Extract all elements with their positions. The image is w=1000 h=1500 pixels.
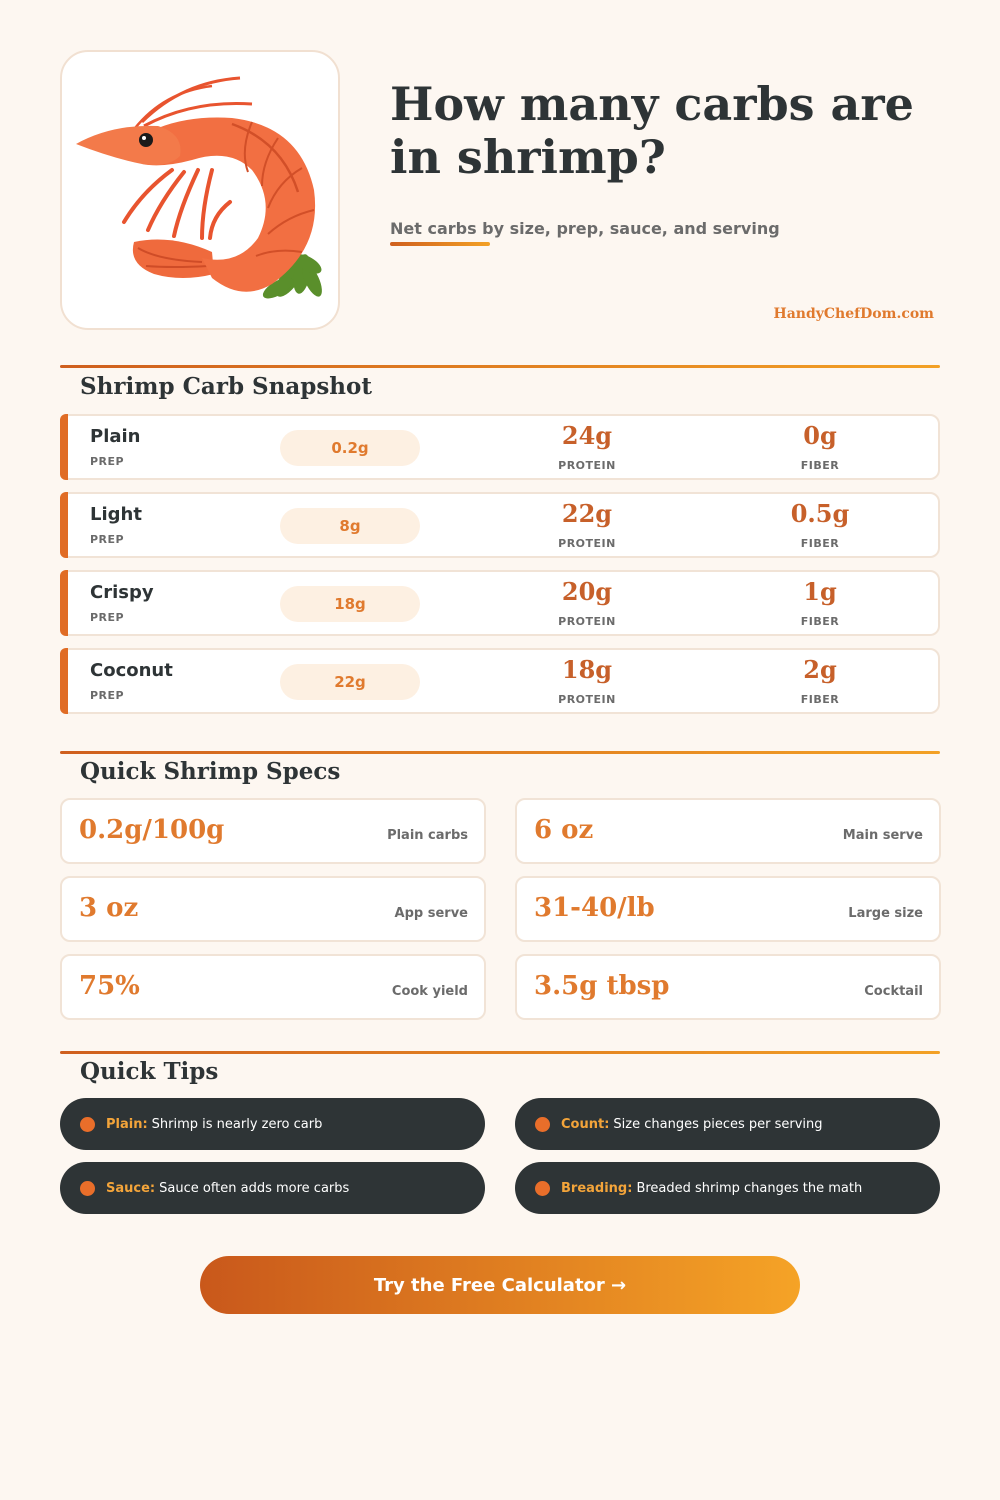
carbs-pill: 18g bbox=[280, 586, 420, 622]
protein-label: PROTEIN bbox=[558, 615, 616, 628]
fiber-label: FIBER bbox=[800, 693, 840, 706]
bullet-dot-icon bbox=[535, 1117, 550, 1132]
fiber-label: FIBER bbox=[800, 615, 840, 628]
prep-label: PREP bbox=[90, 689, 125, 702]
specs-section-title: Quick Shrimp Specs bbox=[80, 758, 341, 785]
spec-value: 31-40/lb bbox=[534, 893, 655, 923]
tip-text: Sauce often adds more carbs bbox=[159, 1180, 350, 1196]
protein-label: PROTEIN bbox=[558, 459, 616, 472]
row-accent bbox=[60, 648, 68, 714]
shrimp-illustration-icon bbox=[62, 52, 340, 330]
spec-label: App serve bbox=[394, 906, 468, 921]
prep-label: PREP bbox=[90, 533, 125, 546]
spec-label: Large size bbox=[848, 906, 923, 921]
spec-value: 0.2g/100g bbox=[79, 815, 225, 845]
tip-text: Size changes pieces per serving bbox=[613, 1116, 823, 1132]
carbs-pill: 8g bbox=[280, 508, 420, 544]
bullet-dot-icon bbox=[535, 1181, 550, 1196]
tip-key: Breading: bbox=[561, 1180, 633, 1196]
protein-label: PROTEIN bbox=[558, 537, 616, 550]
tips-section-title: Quick Tips bbox=[80, 1058, 219, 1085]
site-name[interactable]: HandyChefDom.com bbox=[773, 306, 934, 322]
spec-value: 3 oz bbox=[79, 893, 139, 923]
tip-key: Count: bbox=[561, 1116, 610, 1132]
tip-key: Sauce: bbox=[106, 1180, 156, 1196]
section-divider bbox=[60, 1051, 940, 1054]
spec-card bbox=[515, 876, 941, 942]
page-subtitle: Net carbs by size, prep, sauce, and serving bbox=[390, 219, 780, 238]
spec-card bbox=[60, 876, 486, 942]
protein-value: 20g bbox=[561, 577, 613, 606]
carbs-pill: 22g bbox=[280, 664, 420, 700]
tip-item bbox=[515, 1098, 940, 1150]
spec-label: Plain carbs bbox=[387, 828, 468, 843]
protein-metric bbox=[527, 416, 647, 472]
snapshot-row-light bbox=[60, 492, 940, 558]
fiber-metric bbox=[760, 650, 880, 706]
page-title: How many carbs are in shrimp? bbox=[390, 77, 914, 184]
row-accent bbox=[60, 414, 68, 480]
prep-name: Crispy bbox=[90, 582, 154, 603]
row-accent bbox=[60, 492, 68, 558]
spec-value: 6 oz bbox=[534, 815, 594, 845]
prep-label: PREP bbox=[90, 455, 125, 468]
hero-image-card bbox=[60, 50, 340, 330]
protein-value: 24g bbox=[561, 421, 613, 450]
spec-value: 3.5g tbsp bbox=[534, 971, 670, 1001]
spec-card bbox=[60, 798, 486, 864]
tip-item bbox=[60, 1162, 485, 1214]
prep-name: Light bbox=[90, 504, 142, 525]
fiber-label: FIBER bbox=[800, 537, 840, 550]
spec-card bbox=[515, 798, 941, 864]
carbs-pill: 0.2g bbox=[280, 430, 420, 466]
row-accent bbox=[60, 570, 68, 636]
fiber-value: 1g bbox=[803, 577, 837, 606]
spec-label: Cook yield bbox=[391, 984, 468, 999]
bullet-dot-icon bbox=[80, 1117, 95, 1132]
bullet-dot-icon bbox=[80, 1181, 95, 1196]
protein-metric bbox=[527, 650, 647, 706]
subtitle-underline bbox=[390, 242, 490, 246]
protein-value: 22g bbox=[561, 499, 613, 528]
section-divider bbox=[60, 365, 940, 368]
spec-value: 75% bbox=[79, 971, 140, 1001]
tip-text: Breaded shrimp changes the math bbox=[636, 1180, 863, 1196]
spec-label: Main serve bbox=[842, 828, 923, 843]
fiber-value: 0g bbox=[803, 421, 837, 450]
fiber-metric bbox=[760, 494, 880, 550]
tip-text: Shrimp is nearly zero carb bbox=[151, 1116, 323, 1132]
fiber-metric bbox=[760, 572, 880, 628]
protein-value: 18g bbox=[561, 655, 613, 684]
prep-name: Coconut bbox=[90, 660, 173, 681]
tip-item bbox=[515, 1162, 940, 1214]
snapshot-section-title: Shrimp Carb Snapshot bbox=[80, 373, 372, 400]
fiber-metric bbox=[760, 416, 880, 472]
section-divider bbox=[60, 751, 940, 754]
protein-metric bbox=[527, 572, 647, 628]
snapshot-row-plain bbox=[60, 414, 940, 480]
fiber-value: 2g bbox=[803, 655, 837, 684]
tip-item bbox=[60, 1098, 485, 1150]
spec-label: Cocktail bbox=[864, 984, 923, 999]
spec-card bbox=[60, 954, 486, 1020]
prep-name: Plain bbox=[90, 426, 141, 447]
free-calculator-button[interactable]: Try the Free Calculator → bbox=[200, 1256, 800, 1314]
protein-label: PROTEIN bbox=[558, 693, 616, 706]
snapshot-row-coconut bbox=[60, 648, 940, 714]
spec-card bbox=[515, 954, 941, 1020]
tip-key: Plain: bbox=[106, 1116, 148, 1132]
prep-label: PREP bbox=[90, 611, 125, 624]
protein-metric bbox=[527, 494, 647, 550]
fiber-value: 0.5g bbox=[790, 499, 850, 528]
snapshot-row-crispy bbox=[60, 570, 940, 636]
fiber-label: FIBER bbox=[800, 459, 840, 472]
